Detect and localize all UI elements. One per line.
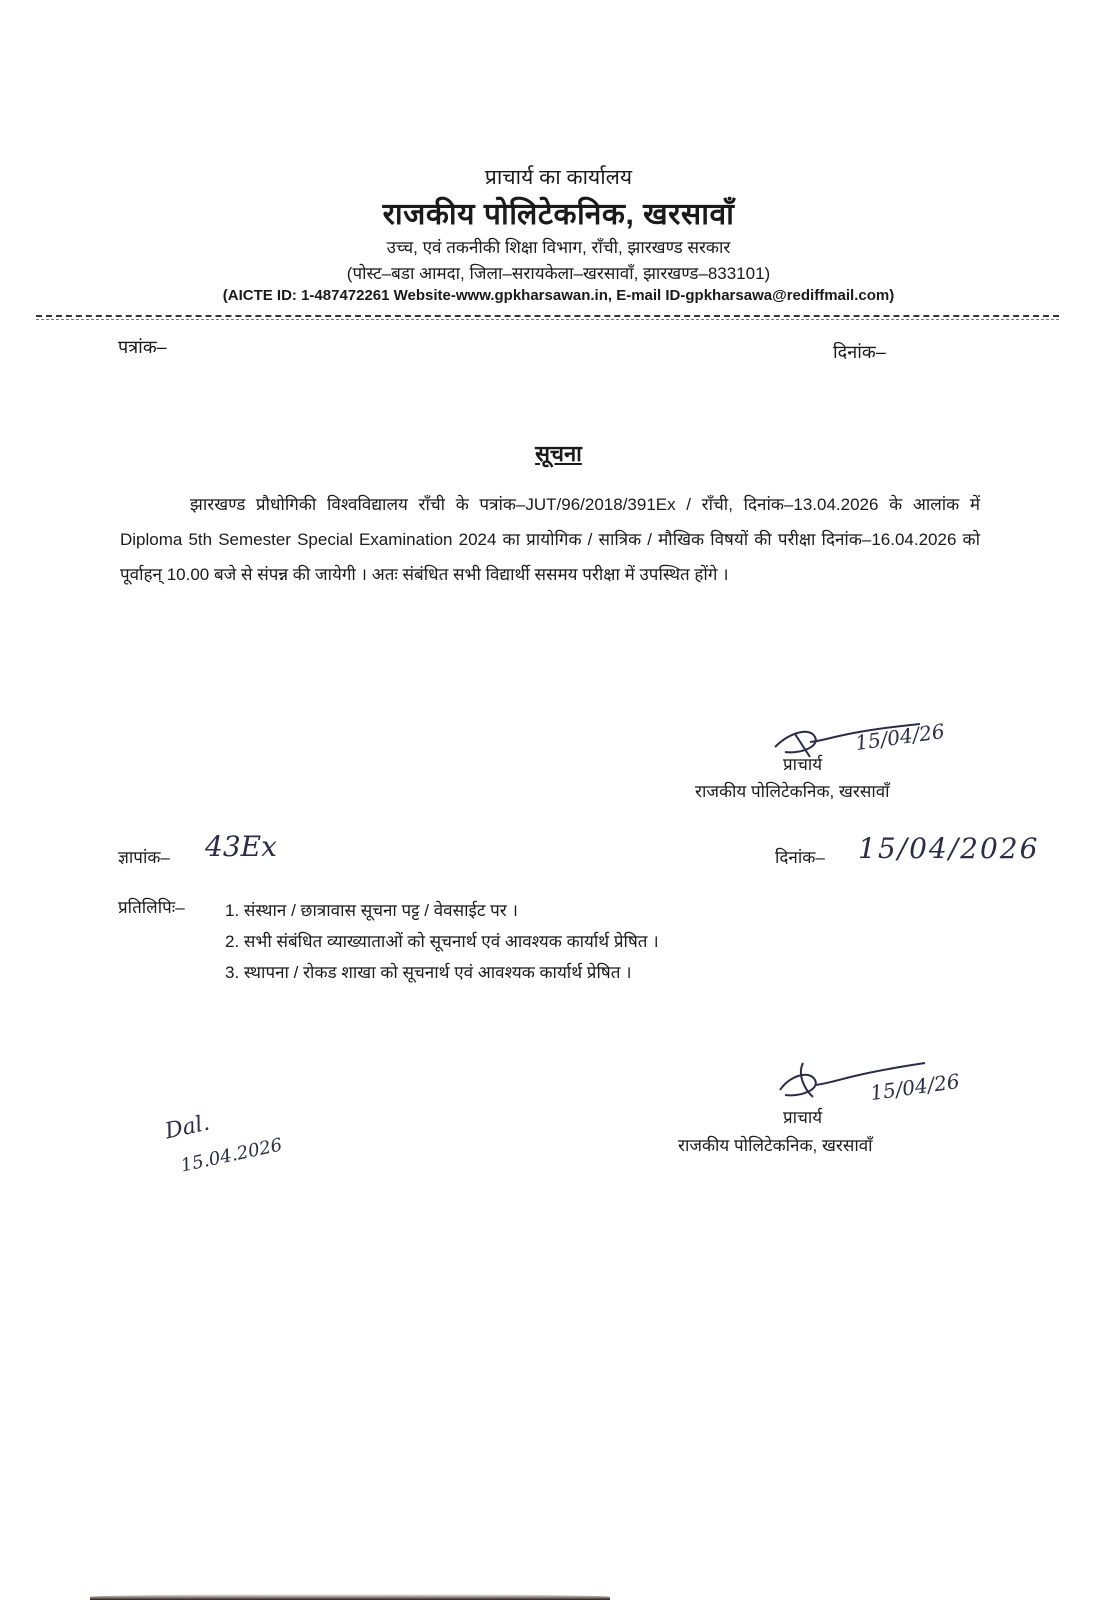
copy-to-item: 3. स्थापना / रोकड शाखा को सूचनार्थ एवं आवश्यक कार्यार्थ प्रेषित । [225,963,632,982]
signature-1-designation: प्राचार्य [783,755,823,774]
dealt-date: 15.04.2026 [178,1134,285,1177]
department-line: उच्च, एवं तकनीकी शिक्षा विभाग, राँची, झारखण्ड सरकार [386,238,731,257]
header-divider-secondary [36,319,1059,320]
memo-number-label: ज्ञापांक– [118,848,170,867]
signature-2-date: 15/04/26 [868,1068,962,1106]
address-line: (पोस्ट–बडा आमदा, जिला–सरायकेला–खरसावाँ, झारखण्ड–833101) [346,264,771,283]
scan-edge-shadow [90,1594,610,1600]
header-divider [36,315,1059,317]
letter-date-label: दिनांक– [833,342,886,362]
copy-to-item: 2. सभी संबंधित व्याख्याताओं को सूचनार्थ एवं आवश्यक कार्यार्थ प्रेषित । [225,932,659,951]
signature-1-institution: राजकीय पोलिटेकनिक, खरसावाँ [695,782,890,801]
notice-body-text: झारखण्ड प्रौधोगिकी विश्वविद्यालय राँची के पत्रांक–JUT/96/2018/391Ex / राँची, दिनांक–13.04.2026 के आलांक में Diploma 5th Semester Special Examination 2024 का प्रायोगिक / सात्रिक / मौखिक विषयों की परीक्षा दिनांक–16.04.2026 को पूर्वाहन् 10.00 बजे से संपन्न की जायेगी । अतः संबंधित सभी विद्यार्थी ससमय परीक्षा में उपस्थित होंगे । [120,495,980,584]
letter-number-label: पत्रांक– [118,337,167,357]
signature-1-date: 15/04/26 [853,718,947,756]
memo-number-value: 43Ex [205,830,277,863]
office-heading: प्राचार्य का कार्यालय [484,166,633,189]
memo-date-value: 15/04/2026 [858,832,1040,865]
signature-2-institution: राजकीय पोलिटेकनिक, खरसावाँ [678,1136,873,1155]
memo-date-label: दिनांक– [775,848,825,867]
contact-line: (AICTE ID: 1-487472261 Website-www.gpkharsawan.in, E-mail ID-gpkharsawa@rediffmail.com) [222,287,895,304]
copy-to-list [225,895,659,988]
signature-2-designation: प्राचार्य [783,1108,823,1127]
copy-to-label: प्रतिलिपिः– [118,898,185,917]
dealt-mark: Dal. [162,1110,212,1145]
copy-to-item: 1. संस्थान / छात्रावास सूचना पट्ट / वेवसाईट पर । [225,901,518,920]
notice-title: सूचना [535,441,582,466]
notice-body [120,487,980,592]
institution-name: राजकीय पोलिटेकनिक, खरसावाँ [382,198,735,231]
